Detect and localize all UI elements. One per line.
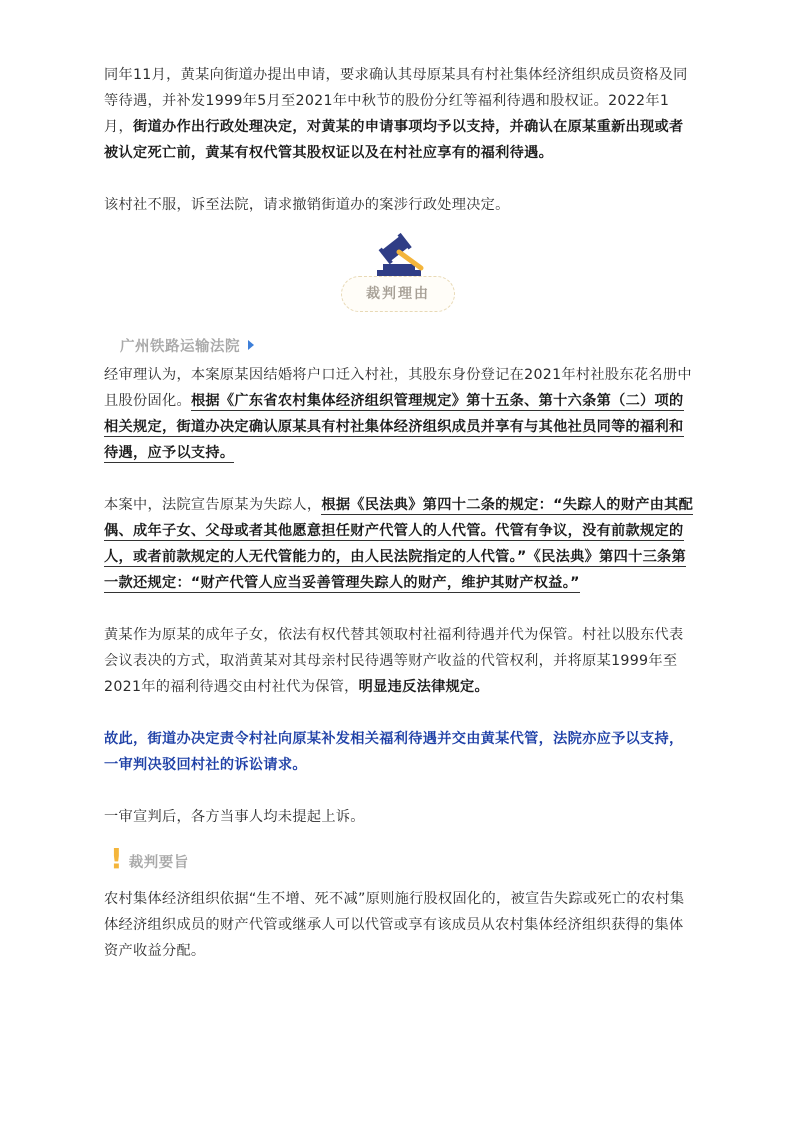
paragraph-gist: 农村集体经济组织依据“生不增、死不减”原则施行股权固化的，被宣告失踪或死亡的农村集体经济组织成员的财产代管或继承人可以代管或享有该成员从农村集体经济组织获得的集体资产收益分配。 <box>104 891 685 959</box>
paragraph-analysis <box>104 622 694 700</box>
civil-code-intro: 本案中，法院宣告原某为失踪人， <box>104 497 322 513</box>
paragraph-no-appeal: 一审宣判后，各方当事人均未提起上诉。 <box>104 809 365 825</box>
analysis-highlight: 明显违反法律规定。 <box>358 679 490 695</box>
paragraph-application <box>104 62 694 166</box>
section-title-reasoning: 裁判理由 <box>341 276 455 312</box>
opinion-highlight: 根据《广东省农村集体经济组织管理规定》第十五条、第十六条第（二）项的相关规定，街道办决定确认原某具有村社集体经济组织成员并享有与其他社员同等的福利和待遇，应予以支持。 <box>104 393 684 461</box>
gavel-icon <box>369 230 429 278</box>
civil-code-highlight: 根据《民法典》第四十二条的规定：“失踪人的财产由其配偶、成年子女、父母或者其他愿意担任财产代管人的人代管。代管有争议，没有前款规定的人，或者前款规定的人无代管能力的，由人民法院指定的人代管。”《民法典》第四十三条第一款还规定：“财产代管人应当妥善管理失踪人的财产，维护其财产权益。” <box>104 497 694 591</box>
court-name: 广州铁路运输法院 <box>120 338 240 355</box>
paragraph-conclusion: 故此，街道办决定责令村社向原某补发相关福利待遇并交由黄某代管，法院亦应予以支持，一审判决驳回村社的诉讼请求。 <box>104 731 684 773</box>
section-header-reasoning <box>104 230 694 326</box>
application-text: 同年11月，黄某向街道办提出申请，要求确认其母原某具有村社集体经济组织成员资格及同等待遇，并补发1999年5月至2021年中秋节的股份分红等福利待遇和股权证。2022年1月， <box>104 67 688 135</box>
opinion-text: 经审理认为，本案原某因结婚将户口迁入村社，其股东身份登记在2021年村社股东花名册中且股份固化。 <box>104 367 692 409</box>
paragraph-lawsuit: 该村社不服，诉至法院，请求撤销街道办的案涉行政处理决定。 <box>104 197 510 213</box>
decision-highlight: 街道办作出行政处理决定，对黄某的申请事项均予以支持，并确认在原某重新出现或者被认定死亡前，黄某有权代管其股权证以及在村社应享有的福利待遇。 <box>104 119 684 161</box>
paragraph-trial-opinion <box>104 362 694 466</box>
court-label <box>104 330 694 360</box>
section-title-gist: 裁判要旨 <box>128 855 189 871</box>
triangle-right-icon <box>248 340 254 350</box>
section-header-gist <box>104 840 694 874</box>
article-body <box>104 62 694 964</box>
analysis-text: 黄某作为原某的成年子女，依法有权代替其领取村社福利待遇并代为保管。村社以股东代表会议表决的方式，取消黄某对其母亲村民待遇等财产收益的代管权利，并将原某1999年至2021年的福利待遇交由村社代为保管， <box>104 627 684 695</box>
paragraph-civil-code <box>104 492 694 596</box>
exclamation-icon: ! <box>110 842 123 875</box>
